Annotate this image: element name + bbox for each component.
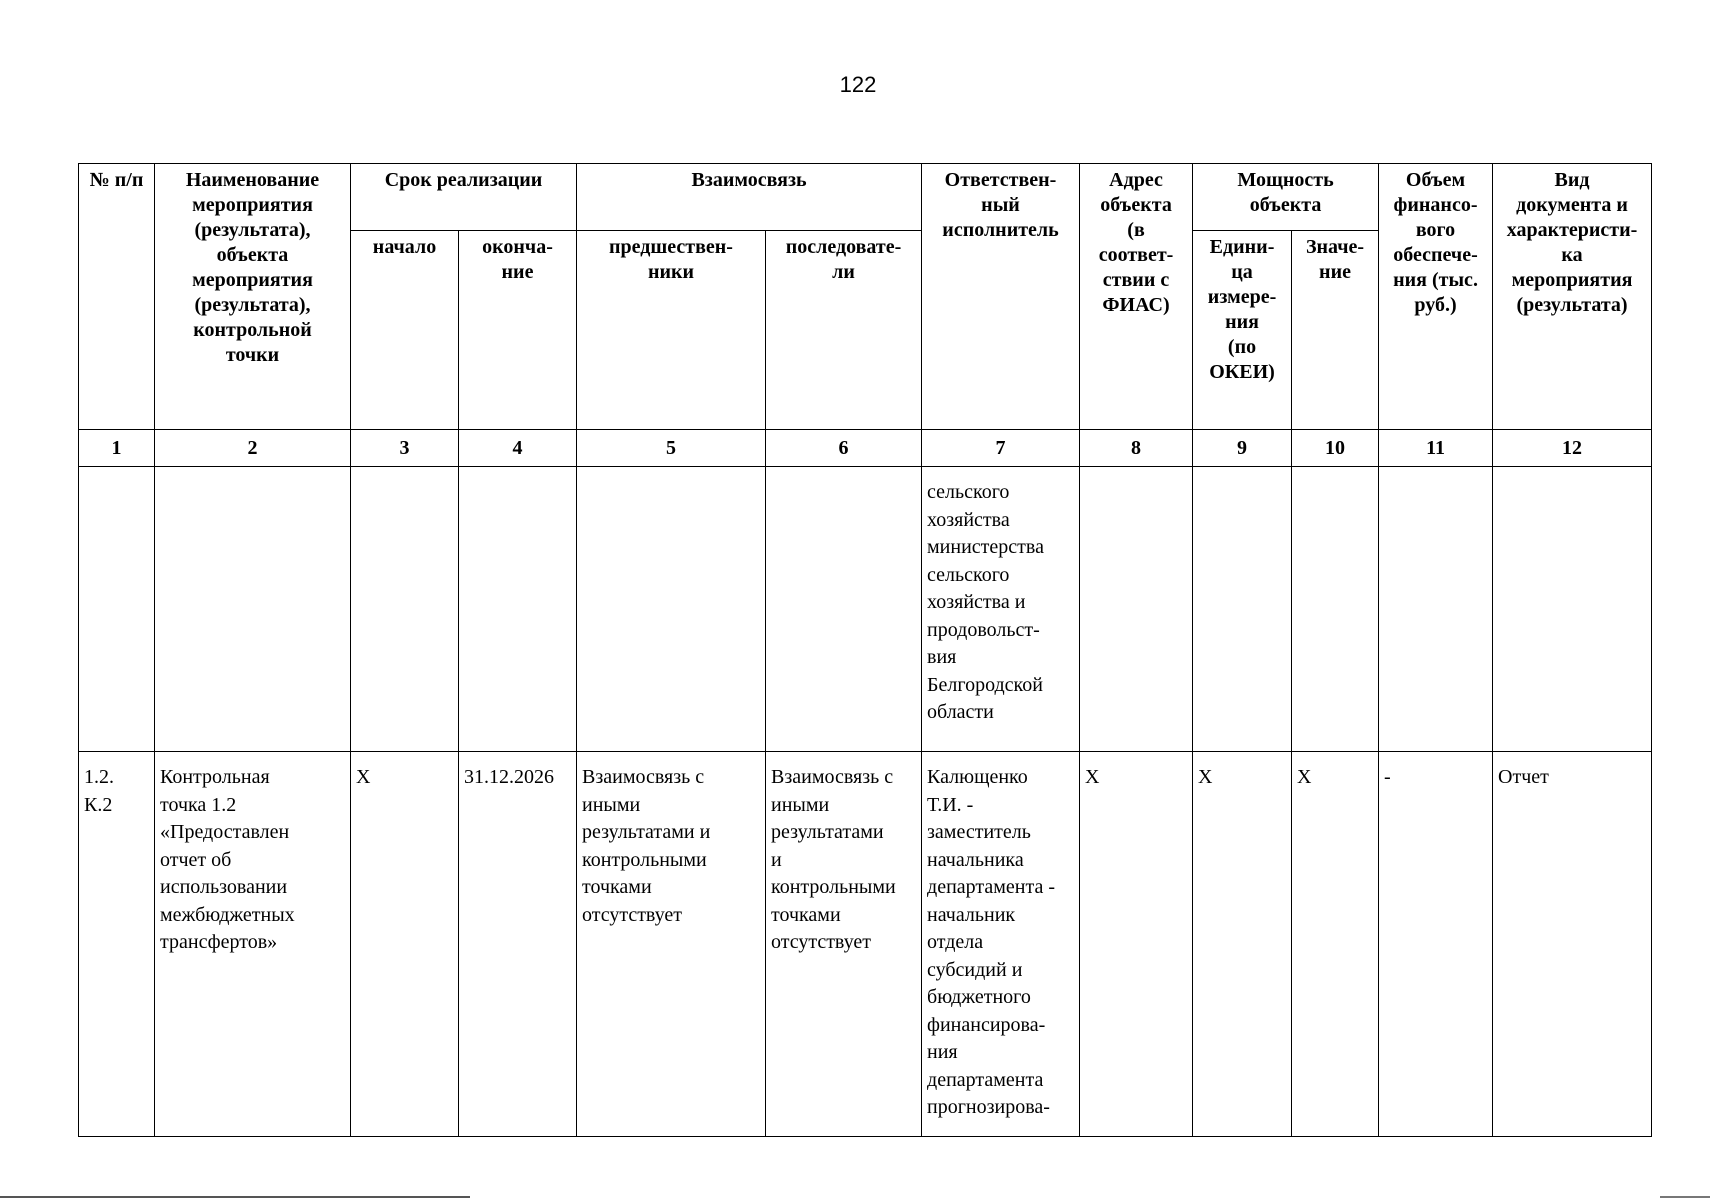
cell-activity-name	[155, 467, 351, 752]
cell-address: Х	[1080, 752, 1193, 1137]
column-number: 10	[1292, 430, 1379, 467]
column-number: 2	[155, 430, 351, 467]
cell-end: 31.12.2026	[459, 752, 577, 1137]
column-number: 6	[766, 430, 922, 467]
scan-edge-line	[1660, 1196, 1710, 1198]
header-implementation-period: Срок реализации	[351, 164, 577, 231]
header-row-top	[79, 164, 1652, 231]
table-row	[79, 752, 1652, 1137]
cell-end	[459, 467, 577, 752]
header-successors: последовате- ли	[766, 231, 922, 430]
cell-activity-name: Контрольная точка 1.2 «Предоставлен отчет об использовании межбюджетных трансфертов»	[155, 752, 351, 1137]
cell-finance: -	[1379, 752, 1493, 1137]
cell-responsible: Калющенко Т.И. - заместитель начальника департамента - начальник отдела субсидий и бюджетного финансирова- ния департамента прогнозирова-	[922, 752, 1080, 1137]
column-number-row	[79, 430, 1652, 467]
cell-finance	[1379, 467, 1493, 752]
cell-start	[351, 467, 459, 752]
header-number: № п/п	[79, 164, 155, 430]
column-number: 11	[1379, 430, 1493, 467]
column-number: 3	[351, 430, 459, 467]
cell-address	[1080, 467, 1193, 752]
cell-number	[79, 467, 155, 752]
cell-responsible: сельского хозяйства министерства сельского хозяйства и продовольст- вия Белгородской области	[922, 467, 1080, 752]
header-relationship: Взаимосвязь	[577, 164, 922, 231]
header-start: начало	[351, 231, 459, 430]
cell-predecessors	[577, 467, 766, 752]
cell-value	[1292, 467, 1379, 752]
column-number: 5	[577, 430, 766, 467]
table-row	[79, 467, 1652, 752]
header-value: Значе- ние	[1292, 231, 1379, 430]
cell-successors	[766, 467, 922, 752]
column-number: 8	[1080, 430, 1193, 467]
header-activity-name: Наименование мероприятия (результата), объекта мероприятия (результата), контрольной точки	[155, 164, 351, 430]
header-end: оконча- ние	[459, 231, 577, 430]
page-number: 122	[839, 72, 877, 97]
column-number: 1	[79, 430, 155, 467]
header-unit: Едини- ца измере- ния (по ОКЕИ)	[1193, 231, 1292, 430]
header-predecessors: предшествен- ники	[577, 231, 766, 430]
cell-value: Х	[1292, 752, 1379, 1137]
column-number: 4	[459, 430, 577, 467]
header-address: Адрес объекта (в соответ- ствии с ФИАС)	[1080, 164, 1193, 430]
column-number: 9	[1193, 430, 1292, 467]
header-document-type: Вид документа и характеристи- ка мероприятия (результата)	[1493, 164, 1652, 430]
cell-predecessors: Взаимосвязь с иными результатами и контрольными точками отсутствует	[577, 752, 766, 1137]
cell-start: Х	[351, 752, 459, 1137]
cell-unit	[1193, 467, 1292, 752]
cell-number: 1.2. К.2	[79, 752, 155, 1137]
header-finance-volume: Объем финансо- вого обеспече- ния (тыс. руб.)	[1379, 164, 1493, 430]
activity-plan-table	[78, 163, 1652, 1137]
column-number: 7	[922, 430, 1080, 467]
cell-successors: Взаимосвязь с иными результатами и контрольными точками отсутствует	[766, 752, 922, 1137]
cell-unit: Х	[1193, 752, 1292, 1137]
cell-document-type	[1493, 467, 1652, 752]
column-number: 12	[1493, 430, 1652, 467]
cell-document-type: Отчет	[1493, 752, 1652, 1137]
header-responsible: Ответствен- ный исполнитель	[922, 164, 1080, 430]
scan-edge-line	[0, 1196, 470, 1198]
header-capacity: Мощность объекта	[1193, 164, 1379, 231]
